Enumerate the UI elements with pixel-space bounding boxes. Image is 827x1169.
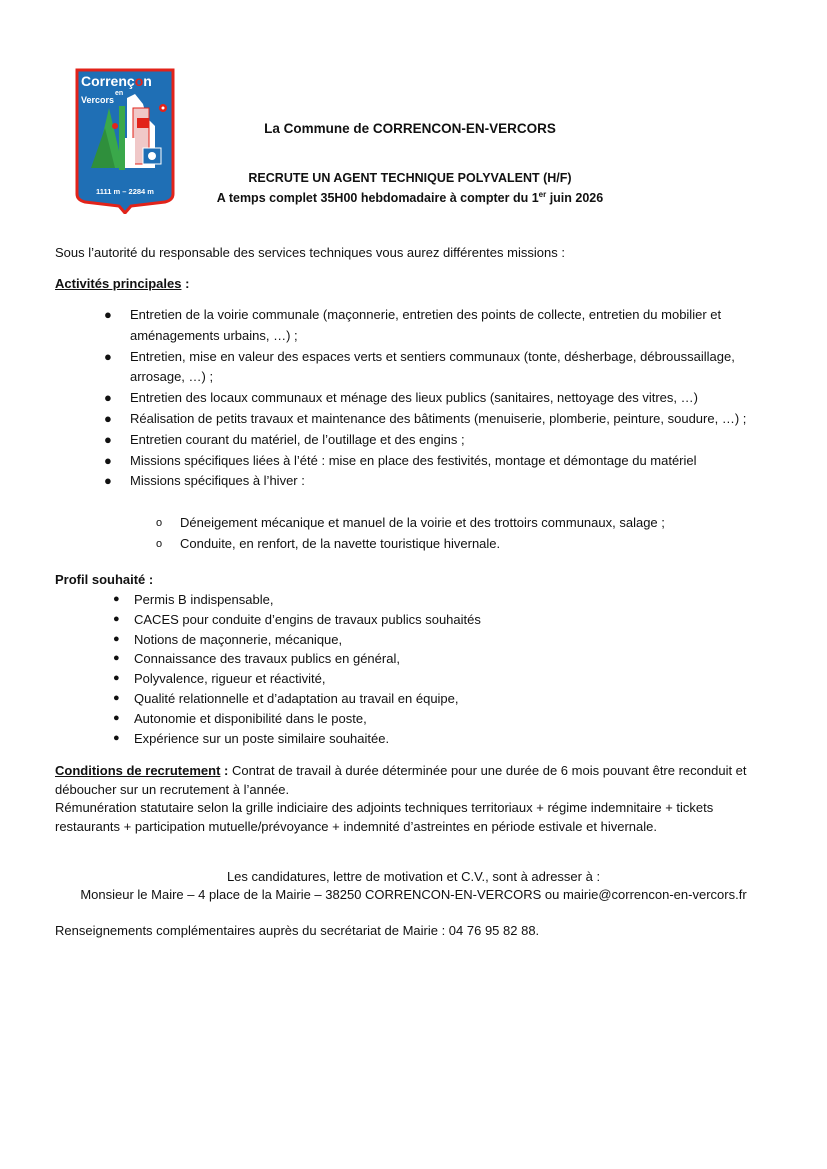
remuneration-paragraph: Rémunération statutaire selon la grille indiciaire des adjoints techniques territoriaux + régime indemnitaire + tickets restaurants + participation mutuelle/prévoyance + indemnité d’astreintes en période estivale et hivernale. (55, 800, 714, 834)
list-item: o Déneigement mécanique et manuel de la voirie et des trottoirs communaux, salage ; (156, 515, 665, 530)
job-title: RECRUTE UN AGENT TECHNIQUE POLYVALENT (H/F) (248, 171, 572, 185)
conditions-paragraph: Conditions de recrutement : Contrat de travail à durée déterminée pour une durée de 6 mois pouvant être reconduit et déboucher sur un recrutement à l’année. (55, 763, 747, 797)
commune-logo (75, 68, 175, 214)
list-item: ● Entretien courant du matériel, de l’outillage et des engins ; (104, 431, 465, 447)
hiver-sublist (156, 513, 770, 555)
candidatures-line: Les candidatures, lettre de motivation et C.V., sont à adresser à : (226, 869, 601, 884)
logo-name: Corrençon (81, 73, 152, 89)
logo-vercors: Vercors (81, 95, 115, 105)
profil-list (113, 590, 734, 748)
list-item: ● Entretien, mise en valeur des espaces verts et sentiers communaux (tonte, désherbage, débroussaillage, arrosage, …) ; (104, 348, 735, 385)
list-item: ● Expérience sur un poste similaire souhaitée. (113, 730, 390, 746)
commune-title: La Commune de CORRENCON-EN-VERCORS (264, 121, 556, 136)
intro-text: Sous l’autorité du responsable des services techniques vous aurez différentes missions : (55, 245, 565, 260)
activites-title: Activités principales : (55, 276, 190, 291)
list-item: ● Missions spécifiques liées à l’été : mise en place des festivités, montage et démontage du matériel (104, 452, 697, 468)
list-item: ● Qualité relationnelle et d’adaptation au travail en équipe, (113, 690, 459, 706)
list-item: ● Missions spécifiques à l’hiver : (104, 473, 305, 489)
list-item: ● Notions de maçonnerie, mécanique, (113, 631, 343, 647)
list-item: o Conduite, en renfort, de la navette touristique hivernale. (156, 535, 501, 551)
address-line: Monsieur le Maire – 4 place de la Mairie – 38250 CORRENCON-EN-VERCORS ou mairie@correncon-en-vercors.fr (80, 887, 747, 902)
list-item: ● Autonomie et disponibilité dans le poste, (113, 710, 367, 726)
logo-altitude: 1111 m – 2284 m (96, 187, 154, 196)
list-item: ● Réalisation de petits travaux et maintenance des bâtiments (menuiserie, plomberie, peinture, soudure, …) ; (104, 410, 747, 426)
list-item: ● Connaissance des travaux publics en général, (113, 651, 400, 667)
list-item: ● Entretien des locaux communaux et ménage des lieux publics (sanitaires, nettoyage des vitres, …) (104, 390, 698, 406)
list-item: ● Entretien de la voirie communale (maçonnerie, entretien des points de collecte, entretien du mobilier et aménagements urbains, …) ; (104, 307, 722, 343)
profil-title: Profil souhaité : (55, 572, 154, 587)
list-item: ● Permis B indispensable, (113, 592, 274, 607)
list-item: ● CACES pour conduite d’engins de travaux publics souhaités (113, 611, 481, 627)
renseignements-line: Renseignements complémentaires auprès du secrétariat de Mairie : 04 76 95 82 88. (55, 923, 540, 938)
job-schedule: A temps complet 35H00 hebdomadaire à compter du 1er juin 2026 (216, 190, 604, 206)
activites-list (104, 305, 775, 492)
list-item: ● Polyvalence, rigueur et réactivité, (113, 671, 326, 687)
logo-en: en (115, 90, 124, 97)
